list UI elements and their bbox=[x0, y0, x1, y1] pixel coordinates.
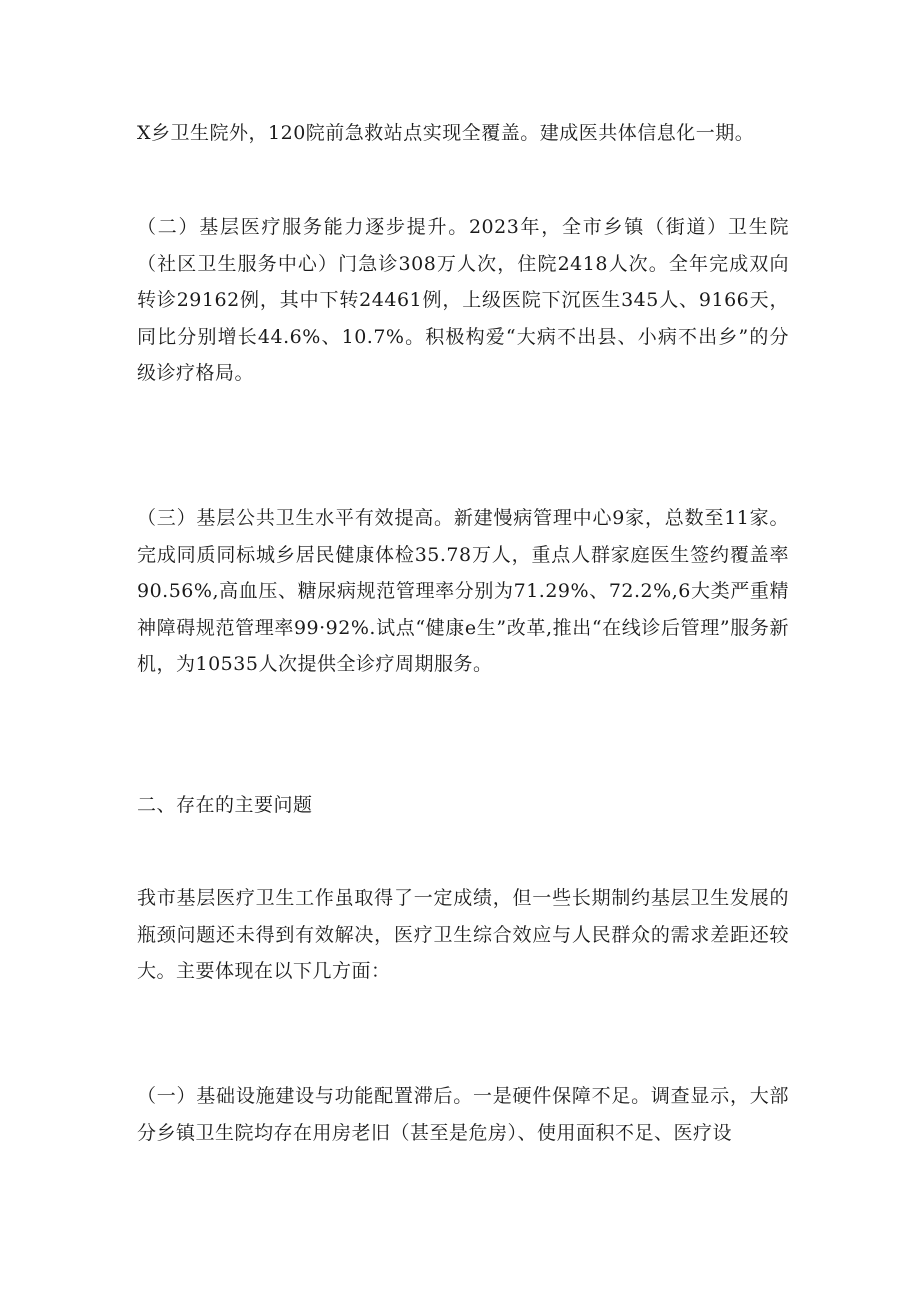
paragraph-public-health: （三）基层公共卫生水平有效提高。新建慢病管理中心9家，总数至11家。完成同质同标城乡居民健康体检35.78万人，重点人群家庭医生签约覆盖率90.56%,高血压、糖尿病规范管理率分别为71.29%、72.2%,6大类严重精神障碍规范管理率99·92%.试点“健康e生”改革,推出“在线诊后管理”服务新机，为10535人次提供全诊疗周期服务。 bbox=[137, 507, 789, 675]
paragraph-continuation: X乡卫生院外，120院前急救站点实现全覆盖。建成医共体信息化一期。 bbox=[137, 122, 755, 144]
paragraph-infrastructure: （一）基础设施建设与功能配置滞后。一是硬件保障不足。调查显示，大部分乡镇卫生院均存在用房老旧（甚至是危房）、使用面积不足、医疗设 bbox=[137, 1085, 789, 1144]
section-heading-main-problems: 二、存在的主要问题 bbox=[137, 794, 313, 816]
paragraph-problems-intro: 我市基层医疗卫生工作虽取得了一定成绩，但一些长期制约基层卫生发展的瓶颈问题还未得到有效解决，医疗卫生综合效应与人民群众的需求差距还较大。主要体现在以下几方面： bbox=[137, 887, 789, 982]
paragraph-service-capacity: （二）基层医疗服务能力逐步提升。2023年，全市乡镇（街道）卫生院（社区卫生服务中心）门急诊308万人次，住院2418人次。全年完成双向转诊29162例，其中下转24461例，上级医院下沉医生345人、9166天，同比分别增长44.6%、10.7%。积极构爱“大病不出县、小病不出乡”的分级诊疗格局。 bbox=[137, 216, 789, 384]
